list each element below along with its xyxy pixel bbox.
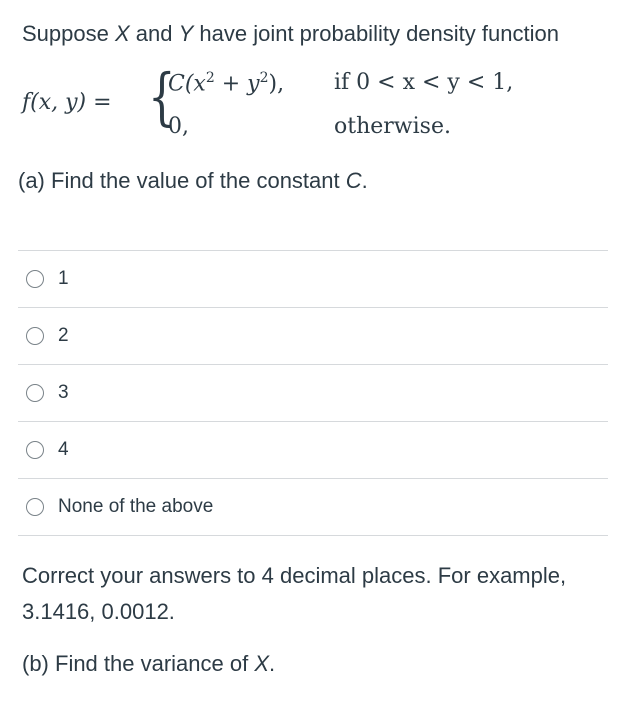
answer-options [18, 250, 608, 536]
formula-case-1: $C(x^2 + y^2)$, [168, 70, 285, 97]
var-y: Y [178, 21, 194, 46]
problem-intro [22, 20, 559, 48]
answer-option-label: 3 [58, 382, 69, 403]
radio-button[interactable] [26, 498, 44, 516]
formula-condition-2: otherwise. [334, 114, 451, 139]
answer-option-2[interactable] [18, 307, 608, 364]
answer-option-none[interactable] [18, 478, 608, 536]
question-b: (b) Find the variance of X. [22, 651, 276, 676]
question-a: (a) Find the value of the constant C. [18, 168, 368, 193]
intro-text-1: Suppose [22, 21, 115, 46]
answer-option-label: 1 [58, 268, 69, 289]
formula-brace: { [148, 60, 176, 133]
pdf-formula [22, 60, 622, 148]
radio-button[interactable] [26, 270, 44, 288]
intro-text-2: and [129, 21, 179, 46]
answer-option-label: 4 [58, 439, 69, 460]
radio-button[interactable] [26, 384, 44, 402]
var-x: X [114, 21, 130, 46]
intro-text-3: have joint probability density function [193, 21, 559, 46]
answer-option-4[interactable] [18, 421, 608, 478]
answer-option-3[interactable] [18, 364, 608, 421]
formula-case-2: 0, [168, 114, 189, 139]
var-x: X [254, 651, 270, 676]
answer-option-label: 2 [58, 325, 69, 346]
radio-button[interactable] [26, 441, 44, 459]
formula-lhs: f(x, y) = [22, 90, 112, 115]
var-c: C [345, 168, 362, 193]
answer-option-label: None of the above [58, 496, 214, 517]
answer-option-1[interactable] [18, 250, 608, 307]
radio-button[interactable] [26, 327, 44, 345]
formula-condition-1: if 0 < x < y < 1, [334, 70, 514, 95]
rounding-instruction: Correct your answers to 4 decimal places. For example, 3.1416, 0.0012. [22, 563, 567, 624]
